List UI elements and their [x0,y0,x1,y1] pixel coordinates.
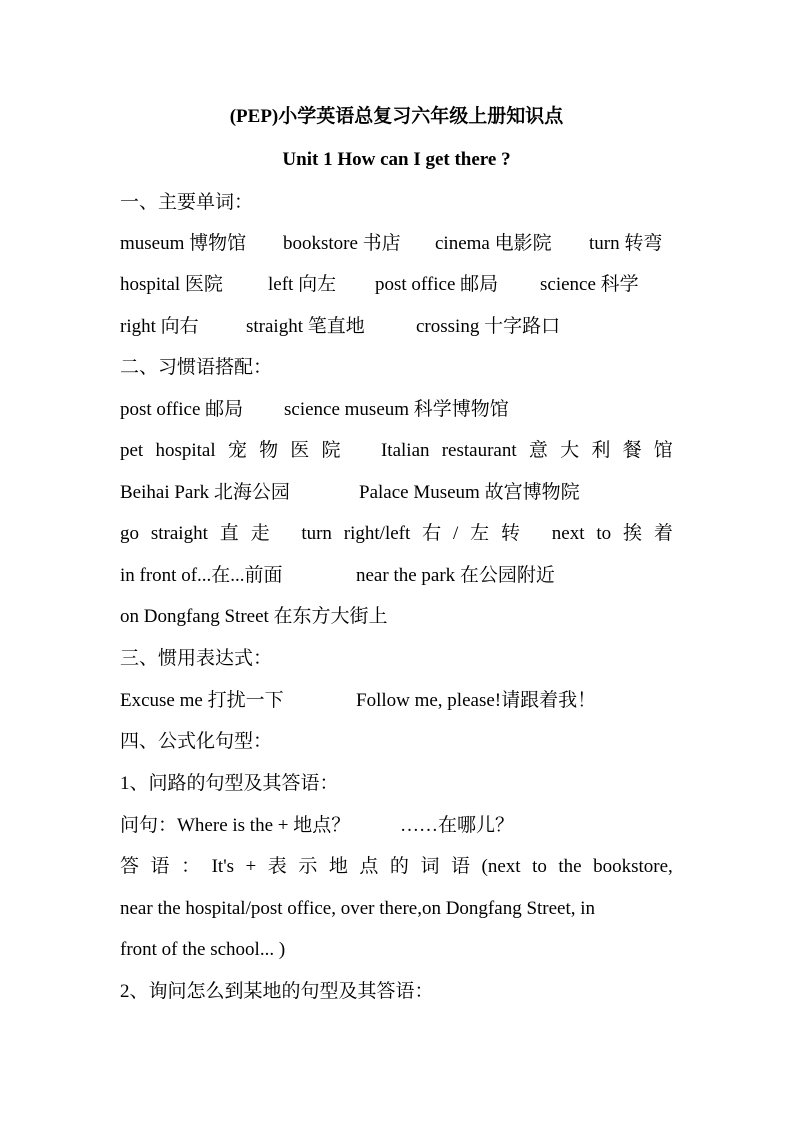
word: 物 [259,440,279,461]
word: 餐 [622,440,642,461]
pattern-1-answer-line-2: near the hospital/post office, over there,on Dongfang Street, in [120,898,596,919]
section-vocabulary-heading: 一、主要单词： [120,192,254,213]
word: 馆 [653,440,673,461]
vocab-item: bookstore 书店 [283,233,401,254]
phrase-row-2 [120,438,673,464]
word: / [453,523,459,544]
phrase-item: post office 邮局 [120,399,244,420]
word: 走 [250,523,270,544]
word: + [245,856,257,877]
word: Italian [380,440,430,461]
word: 挨 [622,523,642,544]
phrase-item: in front of...在...前面 [120,565,283,586]
word: 大 [560,440,580,461]
word: 右 [422,523,442,544]
expression-item: Excuse me 打扰一下 [120,690,284,711]
word: 表 [267,856,287,877]
unit-heading: Unit 1 How can I get there ? [282,149,511,170]
word: 利 [591,440,611,461]
word: 院 [321,440,341,461]
word: go [120,523,139,544]
word: 地 [328,856,348,877]
question-translation: ……在哪儿？ [400,815,515,836]
word: ： [181,856,201,877]
phrase-row-6: on Dongfang Street 在东方大街上 [120,606,388,627]
word: 医 [290,440,310,461]
word: 语 [450,856,470,877]
pattern-2-heading: 2、询问怎么到某地的句型及其答语： [120,981,434,1002]
word: 宠 [227,440,247,461]
word: 直 [219,523,239,544]
word: 语 [150,856,170,877]
word: to [532,856,547,877]
pattern-1-answer-line-1 [120,854,673,880]
phrase-item: science museum 科学博物馆 [284,399,509,420]
word: 着 [653,523,673,544]
phrase-row-4 [120,521,673,547]
vocab-item: crossing 十字路口 [416,316,561,337]
section-patterns-heading: 四、公式化句型： [120,731,273,752]
word: the [558,856,582,877]
phrase-item: Beihai Park 北海公园 [120,482,290,503]
word: It's [211,856,235,877]
pattern-1-heading: 1、问路的句型及其答语： [120,773,339,794]
vocab-item: museum 博物馆 [120,233,247,254]
word: right/left [343,523,411,544]
word: next [551,523,585,544]
word: 意 [528,440,548,461]
section-expressions-heading: 三、惯用表达式： [120,648,273,669]
vocab-item: left 向左 [268,274,337,295]
section-phrases-heading: 二、习惯语搭配： [120,357,273,378]
word: hospital [155,440,216,461]
document-title: (PEP)小学英语总复习六年级上册知识点 [229,106,564,127]
word: 左 [470,523,490,544]
word: 词 [420,856,440,877]
word: 点 [359,856,379,877]
vocab-item: science 科学 [540,274,639,295]
word: 的 [389,856,409,877]
vocab-item: right 向右 [120,316,199,337]
vocab-item: post office 邮局 [375,274,499,295]
word: 答 [120,856,140,877]
word: straight [150,523,208,544]
word: turn [301,523,332,544]
pattern-1-answer-line-3: front of the school... ) [120,939,286,960]
vocab-item: turn 转弯 [589,233,663,254]
word: pet [120,440,144,461]
phrase-item: Palace Museum 故宫博物院 [359,482,580,503]
phrase-item: near the park 在公园附近 [356,565,555,586]
word: restaurant [441,440,517,461]
question-sentence: 问句：Where is the + 地点？ [120,815,351,836]
vocab-item: hospital 医院 [120,274,223,295]
word: (next [481,856,521,877]
vocab-item: cinema 电影院 [435,233,552,254]
vocab-item: straight 笔直地 [246,316,365,337]
word: bookstore, [593,856,673,877]
word: 示 [298,856,318,877]
word: 转 [501,523,521,544]
word: to [596,523,612,544]
expression-item: Follow me, please!请跟着我！ [356,690,597,711]
